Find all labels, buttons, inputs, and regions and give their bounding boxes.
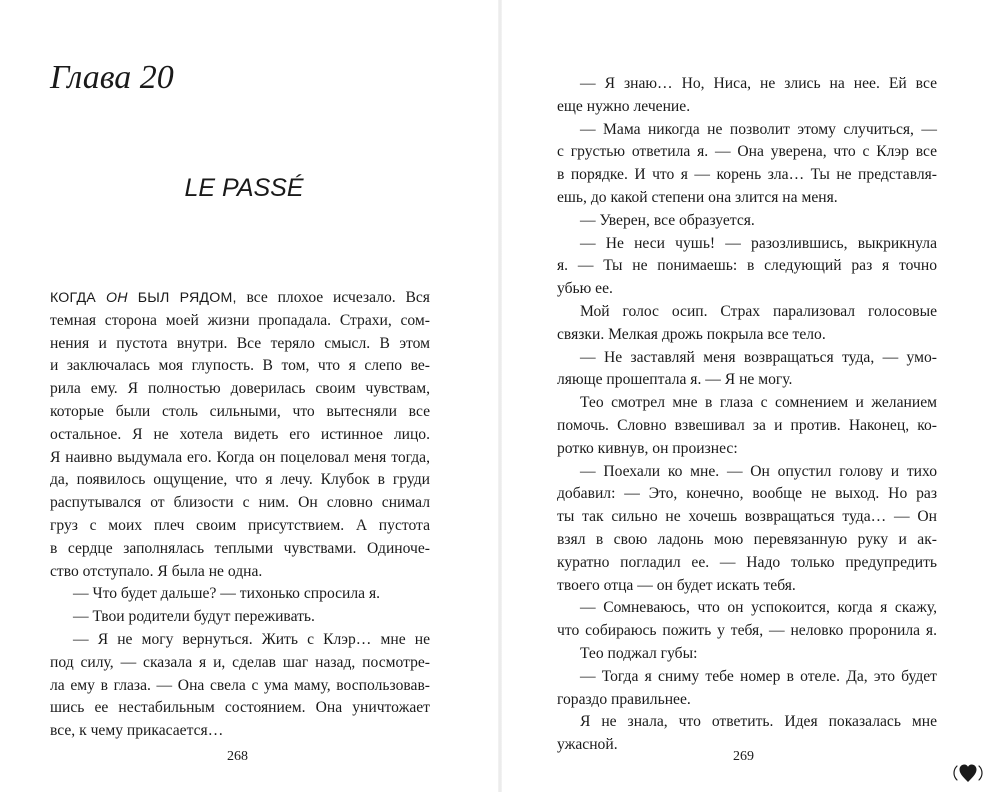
text-line: ляюще прошептала я. — Я не могу. <box>557 371 793 389</box>
lead-rest: все плохое исчезало. Вся <box>236 289 430 306</box>
text-line: еще нужно лечение. <box>557 97 691 115</box>
text-line: Тео смотрел мне в глаза с сомнением и желанием <box>580 394 937 412</box>
lead-caps-italic: ОН <box>106 290 128 306</box>
text-line: добавил: — Это, конечно, вообще не выход. Но раз <box>557 485 937 503</box>
left-page-text <box>50 287 430 743</box>
text-line: ты так сильно не хочешь возвращаться туда… — Он <box>557 508 937 526</box>
text-line: твоего отца — он будет искать тебя. <box>557 576 796 594</box>
text-line: — Твои родители будут переживать. <box>73 608 315 626</box>
text-line: с грустью ответила я. — Она уверена, что с Клэр все <box>557 143 937 161</box>
text-line: гораздо правильнее. <box>557 690 691 708</box>
text-line: да, появилось ощущение, что я лечу. Клубок в груди <box>50 471 430 489</box>
lead-caps <box>50 290 237 306</box>
right-page <box>502 0 1000 792</box>
text-line: Я не знала, что ответить. Идея показалась мне <box>580 713 937 731</box>
text-line: куратно погладил ее. — Надо только предупредить <box>557 553 937 571</box>
text-line: Мой голос осип. Страх парализовал голосовые <box>580 302 937 320</box>
text-line: — Сомневаюсь, что он успокоится, когда я скажу, <box>580 599 937 617</box>
text-line: в сердце заполнялась теплыми чувствами. Одиноче- <box>50 539 430 557</box>
text-line: — Уверен, все образуется. <box>580 211 755 229</box>
text-line: связки. Мелкая дрожь покрыла все тело. <box>557 325 826 343</box>
page-number-left: 268 <box>227 749 248 764</box>
left-page <box>0 0 498 792</box>
text-line: Тео поджал губы: <box>580 644 698 662</box>
text-line: — Мама никогда не позволит этому случиться, — <box>580 120 937 138</box>
text-line: груз с моих плеч своим присутствием. А пустота <box>50 516 430 534</box>
text-line: — Тогда я сниму тебе номер в отеле. Да, это будет <box>580 667 937 685</box>
text-line: ешь, до какой степени она злится на меня. <box>557 188 838 206</box>
text-line: которые были столь сильными, что вытесняли все <box>50 402 430 420</box>
text-line: — Не заставляй меня возвращаться туда, — умо- <box>580 348 937 366</box>
chapter-title: Глава 20 <box>50 59 174 96</box>
text-line: взял в свою ладонь мою перевязанную руку и ак- <box>557 530 937 548</box>
text-line: рила ему. Я полностью доверилась своим чувствам, <box>50 380 430 398</box>
lead-caps-part: БЫЛ РЯДОМ, <box>127 290 237 306</box>
text-line: ла ему в глаза. — Она свела с ума маму, воспользовав- <box>50 676 430 694</box>
text-line: шись ее нестабильным состоянием. Она уничтожает <box>50 699 430 717</box>
text-line: — Я знаю… Но, Ниса, не злись на нее. Ей все <box>580 75 937 92</box>
right-page-text <box>557 73 937 757</box>
text-line: нения и пустота внутри. Все теряло смысл. В этом <box>50 334 430 352</box>
text-line: остальное. Я не хотела видеть его истинное лицо. <box>50 425 430 443</box>
text-line: темная сторона моей жизни пропадала. Страхи, сом- <box>50 311 430 329</box>
text-line: ство отступало. Я была не одна. <box>50 562 263 580</box>
text-line: — Не неси чушь! — разозлившись, выкрикнула <box>580 234 937 252</box>
text-line: все, к чему прикасается… <box>50 722 224 740</box>
text-line: под силу, — сказала я и, сделав шаг назад, посмотре- <box>50 653 430 671</box>
text-line: — Что будет дальше? — тихонько спросила я. <box>73 585 381 603</box>
text-line: помочь. Словно взвешивал за и против. Наконец, ко- <box>557 416 937 434</box>
text-line: я. — Ты не понимаешь: в следующий раз я точно <box>557 257 937 275</box>
text-line: — Поехали ко мне. — Он опустил голову и тихо <box>580 462 937 480</box>
lead-caps-part: КОГДА <box>50 290 107 306</box>
text-line: — Я не могу вернуться. Жить с Клэр… мне не <box>73 630 430 648</box>
text-line: ужасной. <box>557 736 618 754</box>
text-line: убью ее. <box>557 280 613 298</box>
text-line: в порядке. И что я — корень зла… Ты не представля- <box>557 166 937 184</box>
heart-icon <box>950 757 986 785</box>
text-line: распутывался от близости с ним. Он словно снимал <box>50 494 430 512</box>
page-number-right: 269 <box>733 749 754 764</box>
text-line: ротко кивнув, он произнес: <box>557 439 738 457</box>
text-line: что собираюсь пожить у тебя, — неловко проронила я. <box>557 622 937 640</box>
text-line: и заключалась моя глупость. В том, что я слепо ве- <box>50 357 430 375</box>
text-line-lead <box>50 287 430 310</box>
text-line: Я наивно выдумала его. Когда он поцеловал меня тогда, <box>50 448 430 466</box>
chapter-subtitle: LE PASSÉ <box>184 174 304 202</box>
